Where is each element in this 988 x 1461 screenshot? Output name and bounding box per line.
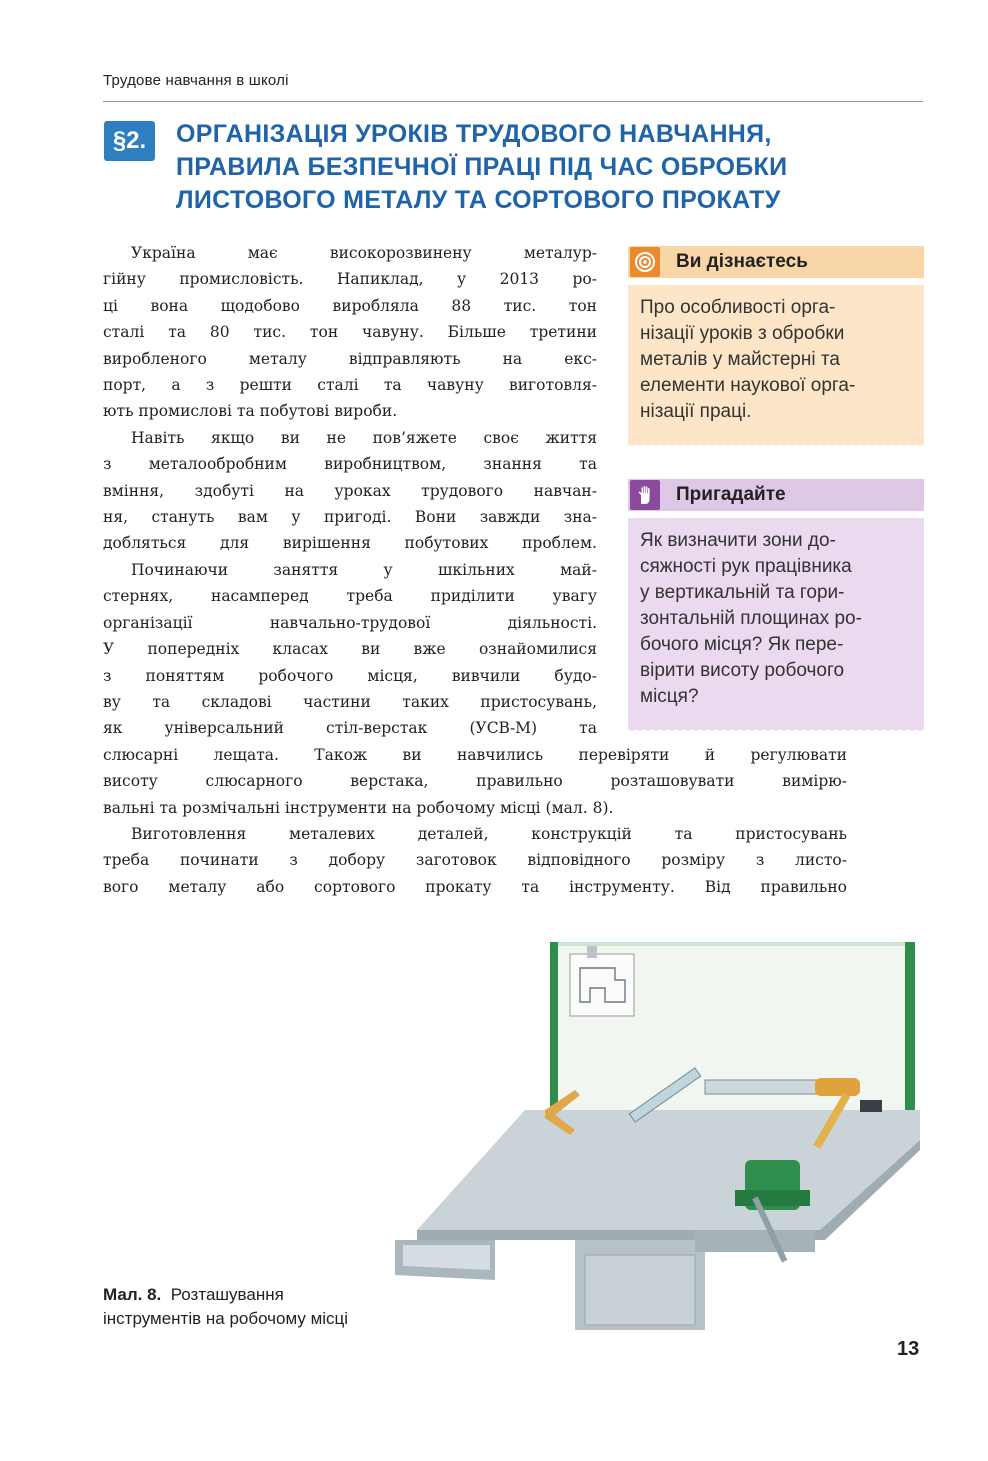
text-line: як універсальний стіл-верстак (УСВ-М) та <box>103 719 597 738</box>
text-line: добляться для вирішення побутових проблем. <box>103 534 597 553</box>
recall-box-line: зонтальній площинах ро- <box>640 608 862 629</box>
section-title-line: ЛИСТОВОГО МЕТАЛУ ТА СОРТОВОГО ПРОКАТУ <box>176 186 781 214</box>
recall-box <box>628 479 924 730</box>
text-line: організації навчально-трудової діяльності. <box>103 613 597 632</box>
running-head: Трудове навчання в школі <box>103 72 289 89</box>
recall-box-line: бочого місця? Як пере- <box>640 634 844 655</box>
text-line: вальні та розмічальні інструменти на робочому місці (мал. 8). <box>103 798 614 817</box>
learn-box-text <box>628 285 924 445</box>
learn-box-line: Про особливості орга- <box>640 297 836 318</box>
drawing-sheet <box>570 946 634 1016</box>
learn-box-line: елементи наукової орга- <box>640 375 856 396</box>
text-line: ють промислові та побутові вироби. <box>103 402 398 421</box>
text-line: ці вона щодобово виробляла 88 тис. тон <box>103 296 597 315</box>
text-line: вого металу або сортового прокату та інструменту. Від правильно <box>103 877 847 896</box>
recall-box-line: у вертикальній та гори- <box>640 582 845 603</box>
paragraph-3-continued <box>103 742 847 821</box>
text-line: з металообробним виробництвом, знання та <box>103 455 597 474</box>
figure-caption <box>103 1283 433 1331</box>
text-line: треба починати з добору заготовок відповідного розміру з листо- <box>103 851 847 870</box>
text-line: порт, а з решти сталі та чавуну виготовля- <box>103 376 597 395</box>
workbench-illustration <box>375 940 920 1330</box>
files-icon <box>705 1078 860 1096</box>
recall-box-line: вірити висоту робочого <box>640 660 845 681</box>
text-line: з поняттям робочого місця, вивчили будо- <box>103 666 597 685</box>
paragraph-4 <box>103 821 847 900</box>
learn-box-line: металів у майстерні та <box>640 349 840 370</box>
text-line: гійну промисловість. Напиклад, у 2013 ро- <box>103 270 597 289</box>
text-line: Починаючи заняття у шкільних май- <box>131 560 597 579</box>
learn-box-line: нізації уроків з обробки <box>640 323 845 344</box>
text-line: сталі та 80 тис. тон чавуну. Більше третини <box>103 323 597 342</box>
learn-box-line: нізації праці. <box>640 401 752 422</box>
recall-box-text <box>628 518 924 730</box>
recall-box-header <box>628 479 924 511</box>
recall-box-line: сяжності рук працівника <box>640 556 852 577</box>
caption-text-line: інструментів на робочому місці <box>103 1309 349 1328</box>
section-number-badge: §2. <box>104 121 155 161</box>
recall-box-heading: Пригадайте <box>676 484 786 505</box>
section-title-line: ОРГАНІЗАЦІЯ УРОКІВ ТРУДОВОГО НАВЧАННЯ, <box>176 120 772 148</box>
header-divider <box>103 101 923 102</box>
learn-box-header <box>628 246 924 278</box>
learn-box <box>628 246 924 445</box>
recall-box-line: місця? <box>640 686 699 707</box>
figure-label: Мал. 8. <box>103 1285 162 1304</box>
text-line: ву та складові частини таких пристосувань, <box>103 692 597 711</box>
section-title-line: ПРАВИЛА БЕЗПЕЧНОЇ ПРАЦІ ПІД ЧАС ОБРОБКИ <box>176 153 788 181</box>
section-title <box>176 118 896 217</box>
text-line: вміння, здобуті на уроках трудового навчан- <box>103 481 597 500</box>
target-icon <box>630 247 660 277</box>
text-line: висоту слюсарного верстака, правильно розташовувати вимірю- <box>103 772 847 791</box>
page-number: 13 <box>897 1338 920 1360</box>
text-line: стернях, насамперед треба приділити увагу <box>103 587 597 606</box>
caption-text-line: Розташування <box>170 1285 284 1304</box>
learn-box-heading: Ви дізнаєтесь <box>676 251 808 272</box>
recall-box-line: Як визначити зони до- <box>640 530 836 551</box>
scalloped-edge <box>628 726 924 736</box>
scalloped-edge <box>628 441 924 451</box>
text-line: У попередніх класах ви вже ознайомилися <box>103 640 597 659</box>
raised-hand-icon <box>630 480 660 510</box>
text-line: Виготовлення металевих деталей, конструкцій та пристосувань <box>131 824 847 843</box>
text-line: слюсарні лещата. Також ви навчились перевіряти й регулювати <box>103 745 847 764</box>
text-line: ня, стануть вам у пригоді. Вони завжди зна- <box>103 508 597 527</box>
text-line: Україна має високорозвинену металур- <box>131 244 597 262</box>
text-line: Навіть якщо ви не пов’яжете своє життя <box>131 428 597 447</box>
text-line: виробленого металу відправляють на екс- <box>103 349 597 368</box>
